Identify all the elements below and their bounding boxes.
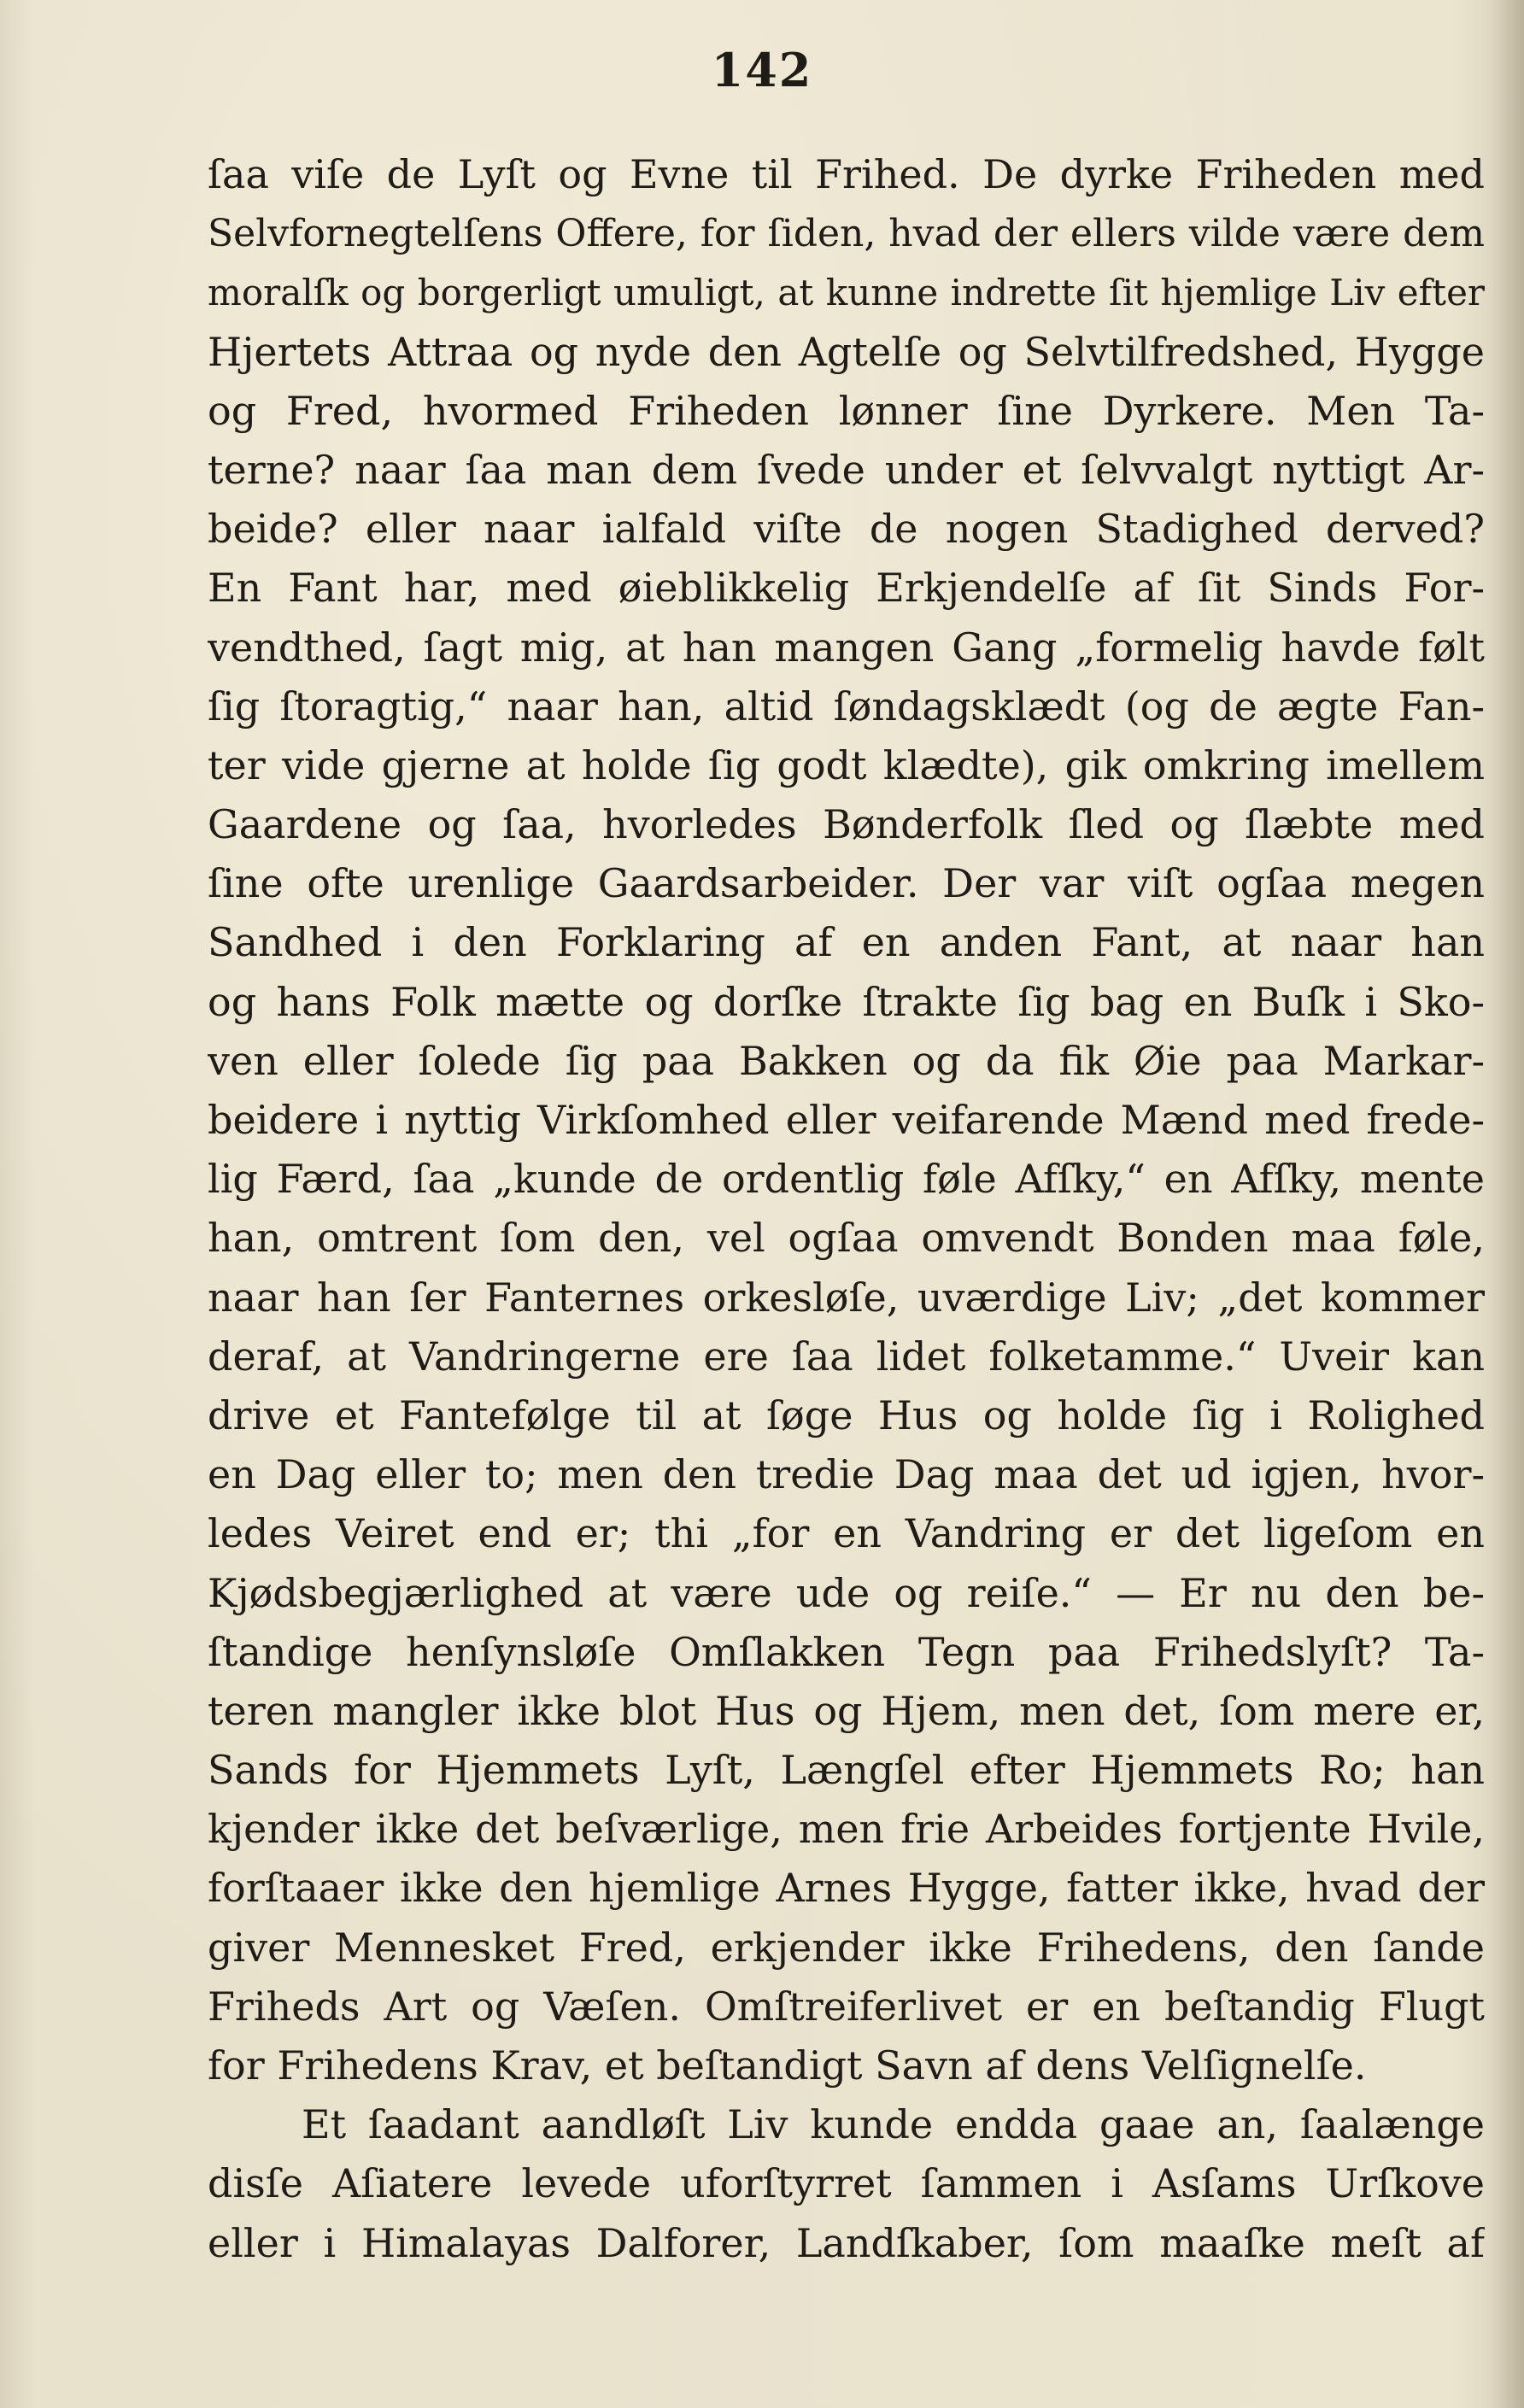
page-number: 142 xyxy=(711,43,813,97)
text-line: giver Mennesket Fred, erkjender ikke Frihedens, den ſande xyxy=(208,1924,1485,1971)
text-line: disſe Aſiatere levede uforſtyrret ſammen i Asſams Urſkove xyxy=(208,2160,1485,2207)
text-line: en Dag eller to; men den tredie Dag maa det ud igjen, hvor- xyxy=(208,1451,1485,1498)
text-line: og hans Folk mætte og dorſke ſtrakte ſig bag en Buſk i Sko- xyxy=(208,978,1485,1025)
text-line: ven eller ſolede ſig paa Bakken og da fik Øie paa Markar- xyxy=(208,1037,1485,1084)
text-line: Sandhed i den Forklaring af en anden Fant, at naar han xyxy=(208,919,1485,966)
text-line: ter vide gjerne at holde ſig godt klædte), gik omkring imellem xyxy=(208,741,1485,788)
text-line: Gaardene og ſaa, hvorledes Bønderfolk ſled og ſlæbte med xyxy=(208,801,1485,848)
body-text xyxy=(208,145,1485,2273)
text-line: drive et Fantefølge til at ſøge Hus og holde ſig i Rolighed xyxy=(208,1391,1485,1438)
text-line: naar han ſer Fanternes orkesløſe, uværdige Liv; „det kommer xyxy=(208,1274,1485,1321)
page-edge-shadow xyxy=(1490,0,1524,2408)
text-line: forſtaaer ikke den hjemlige Arnes Hygge, fatter ikke, hvad der xyxy=(208,1865,1485,1912)
text-line: Et ſaadant aandløſt Liv kunde endda gaae an, ſaalænge xyxy=(302,2101,1485,2148)
text-line: moralſk og borgerligt umuligt, at kunne indrette ſit hjemlige Liv efter xyxy=(208,272,1485,314)
text-line: ſtandige henſynsløſe Omſlakken Tegn paa Frihedslyſt? Ta- xyxy=(208,1628,1485,1675)
text-line: En Fant har, med øieblikkelig Erkjendelſe af ſit Sinds For- xyxy=(208,565,1485,612)
text-line: og Fred, hvormed Friheden lønner ſine Dyrkere. Men Ta- xyxy=(208,387,1485,434)
text-line: Sands for Hjemmets Lyſt, Længſel efter Hjemmets Ro; han xyxy=(208,1747,1485,1794)
text-line: ſaa viſe de Lyſt og Evne til Frihed. De dyrke Friheden med xyxy=(208,151,1485,197)
text-line: ledes Veiret end er; thi „for en Vandring er det ligeſom en xyxy=(208,1510,1485,1557)
text-line: beidere i nyttig Virkſomhed eller veifarende Mænd med frede- xyxy=(208,1097,1485,1143)
text-line: Hjertets Attraa og nyde den Agtelſe og Selvtilfredshed, Hygge xyxy=(208,328,1485,375)
text-line: vendthed, ſagt mig, at han mangen Gang „formelig havde følt xyxy=(208,624,1485,671)
text-line: deraf, at Vandringerne ere ſaa lidet folketamme.“ Uveir kan xyxy=(208,1333,1485,1380)
text-line: teren mangler ikke blot Hus og Hjem, men det, ſom mere er, xyxy=(208,1687,1485,1734)
text-line: kjender ikke det beſværlige, men frie Arbeides fortjente Hvile, xyxy=(208,1806,1485,1853)
text-line: lig Færd, ſaa „kunde de ordentlig føle Afſky,“ en Afſky, mente xyxy=(208,1156,1485,1203)
text-line: ſine ofte urenlige Gaardsarbeider. Der var viſt ogſaa megen xyxy=(208,860,1485,907)
text-line: beide? eller naar ialfald viſte de nogen Stadighed derved? xyxy=(208,506,1485,553)
text-line: han, omtrent ſom den, vel ogſaa omvendt Bonden maa føle, xyxy=(208,1215,1485,1262)
text-line: Kjødsbegjærlighed at være ude og reiſe.“ — Er nu den be- xyxy=(208,1569,1485,1616)
text-line: Selvfornegtelſens Offere, for ſiden, hvad der ellers vilde være dem xyxy=(208,212,1485,256)
text-line: for Frihedens Krav, et beſtandigt Savn af dens Velſignelſe. xyxy=(208,2042,1367,2089)
text-line: ſig ſtoragtig,“ naar han, altid ſøndagsklædt (og de ægte Fan- xyxy=(208,683,1485,729)
text-line: eller i Himalayas Dalforer, Landſkaber, ſom maaſke meſt af xyxy=(208,2219,1485,2266)
text-line: terne? naar ſaa man dem ſvede under et ſelvvalgt nyttigt Ar- xyxy=(208,446,1485,493)
text-line: Friheds Art og Væſen. Omſtreiferlivet er en beſtandig Flugt xyxy=(208,1983,1485,2030)
